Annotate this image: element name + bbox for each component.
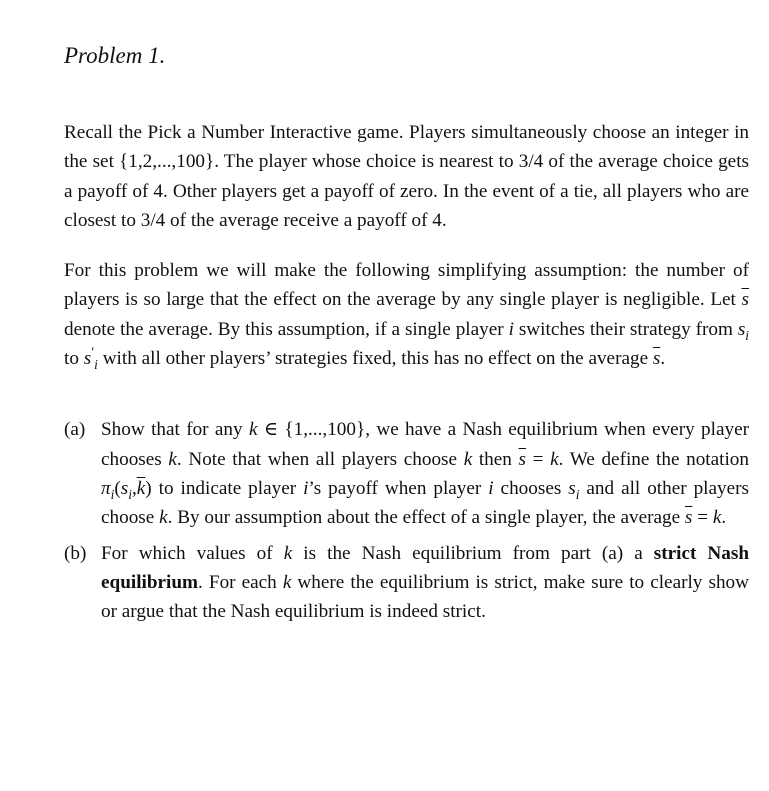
- math-subscript: i: [745, 327, 750, 343]
- text-run: with all other players’ strategies fixed, this has no effect on the average: [97, 348, 653, 370]
- problem-title: Problem 1.: [64, 43, 166, 68]
- text-run: . Note that when all players choose: [176, 448, 464, 470]
- problem-parts-list: [64, 415, 749, 626]
- math-s-bar: $\overline{s}$: [652, 348, 661, 370]
- math-i: i: [508, 318, 514, 340]
- math-equals: =: [692, 507, 713, 529]
- math-k: k: [248, 419, 258, 441]
- math-k: k: [282, 571, 292, 593]
- math-element-of: ∈: [257, 419, 285, 441]
- text-run: is the Nash equilibrium from part (a) a: [292, 542, 654, 564]
- text-run: . For each: [198, 571, 283, 593]
- math-s: s: [568, 477, 576, 499]
- math-prime: ′: [91, 344, 95, 360]
- math-k: k: [159, 507, 168, 529]
- math-subscript: i: [94, 356, 98, 372]
- text-run: For which values of: [101, 542, 284, 564]
- math-k: k: [712, 507, 722, 529]
- text-run: . The player whose choice is nearest to: [214, 151, 519, 173]
- math-k: k: [283, 542, 293, 564]
- text-run: then: [472, 448, 519, 470]
- text-run: ’s payoff when player: [308, 477, 489, 499]
- part-a: [64, 415, 749, 532]
- math-s-bar: $\overline{s}$: [684, 507, 693, 529]
- math-paren: ): [145, 477, 152, 499]
- math-s: s: [737, 318, 746, 340]
- math-k-bar: $\overline{k}$: [136, 477, 146, 499]
- math-set: {1,2,...,100}: [119, 151, 215, 173]
- text-run: where the equilibrium is strict, make sure to clearly show or argue that the Nash equilibrium is indeed strict.: [101, 571, 749, 623]
- text-run: , we have a Nash equilibrium when every player chooses: [101, 419, 749, 470]
- text-run: .: [721, 507, 727, 529]
- math-s: s: [120, 477, 129, 499]
- math-pi: π: [101, 477, 111, 499]
- math-k: k: [550, 448, 559, 470]
- text-run: and all other players choose: [101, 477, 749, 529]
- math-s-bar: $\overline{s}$: [741, 289, 749, 311]
- math-s-bar: $\overline{s}$: [518, 448, 526, 470]
- text-run: .: [660, 348, 666, 370]
- math-k: k: [168, 448, 177, 470]
- math-k: k: [463, 448, 473, 470]
- text-run: Recall the Pick a Number Interactive game. Players simultaneously choose an integer in the set: [64, 122, 749, 173]
- text-run: chooses: [493, 477, 569, 499]
- text-run: . We define the notation: [558, 448, 749, 470]
- game-description-paragraph: [64, 118, 749, 235]
- text-run: of the average choice gets a payoff of 4. Other players get a payoff of zero. In the event of a tie, all players who are closest to 3/4 of the average receive a payoff of 4.: [64, 151, 749, 231]
- text-run: switches their strategy from: [513, 318, 738, 340]
- math-subscript: i: [110, 486, 115, 502]
- text-run: denote the average. By this assumption, if a single player: [64, 318, 509, 340]
- text-run: . By our assumption about the effect of a single player, the average: [167, 507, 685, 529]
- math-comma: ,: [131, 477, 137, 499]
- math-i: i: [488, 477, 494, 499]
- math-set: {1,...,100}: [284, 419, 366, 441]
- text-run: to: [64, 348, 84, 370]
- math-fraction: 3/4: [518, 151, 544, 173]
- math-paren: (: [114, 477, 121, 499]
- math-equals: =: [526, 448, 551, 470]
- strict-nash-term: strict Nash equilibrium: [101, 542, 749, 593]
- problem-page: [64, 40, 749, 626]
- math-subscript: i: [128, 486, 132, 502]
- text-run: Show that for any: [101, 419, 249, 441]
- text-run: to indicate player: [151, 477, 304, 499]
- part-a-label: (a): [64, 419, 86, 441]
- math-i: i: [303, 477, 309, 499]
- assumption-paragraph: [64, 256, 749, 373]
- part-b-label: (b): [64, 542, 87, 564]
- math-s: s: [83, 348, 92, 370]
- text-run: For this problem we will make the following simplifying assumption: the number of players is so large that the effect on the average by any single player is negligible. Let: [64, 260, 749, 311]
- math-subscript: i: [575, 486, 580, 502]
- part-b: [64, 539, 749, 627]
